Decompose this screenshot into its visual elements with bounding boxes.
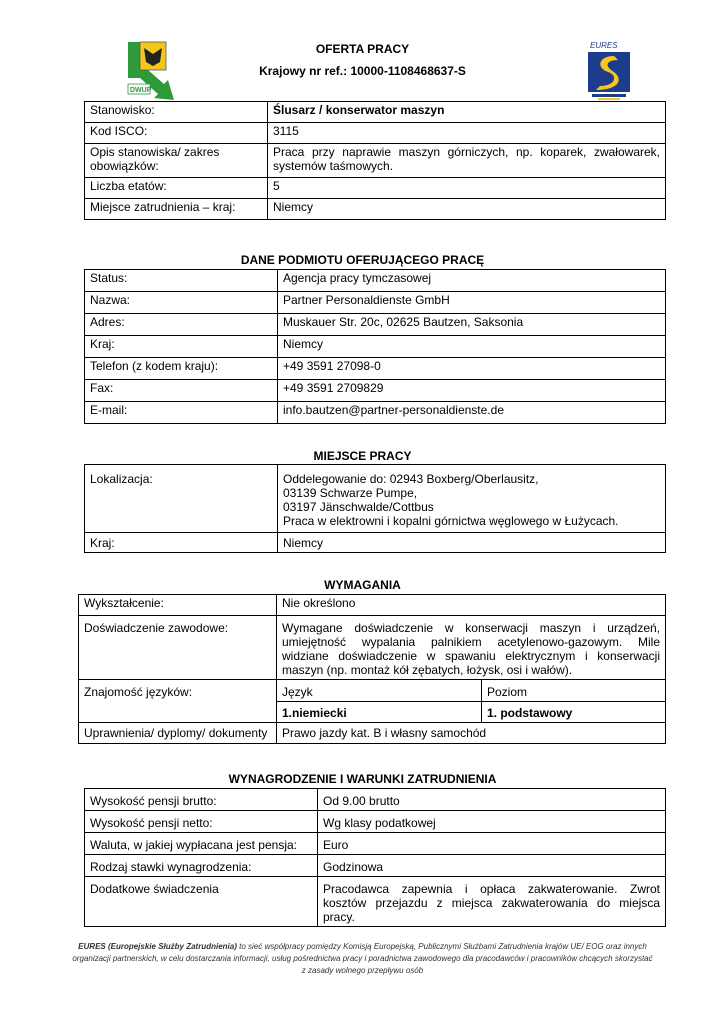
table-row xyxy=(85,123,666,144)
location-line: 03197 Jänschwalde/Cottbus xyxy=(283,500,434,514)
field-value: Wg klasy podatkowej xyxy=(318,811,666,833)
footer-text: to sieć współpracy pomiędzy Komisją Europejską, Publicznymi Służbami Zatrudnienia krajów UE/ EOG oraz innych organizacji partnerskich, w celu dostarczania informacji, usług pośrednictwa pracy i poradnictwa zawodowego dla pracodawców i pracowników chcących skorzystać z zasady wolnego przepływu osób xyxy=(72,942,653,975)
field-label: Status: xyxy=(85,270,278,292)
field-value: Pracodawca zapewnia i opłaca zakwaterowanie. Zwrot kosztów przejazdu z miejsca zakwaterowania do miejsca pracy. xyxy=(318,877,666,927)
table-row xyxy=(85,811,666,833)
reference-number: Krajowy nr ref.: 10000-1108468637-S xyxy=(259,64,466,78)
field-value: Niemcy xyxy=(278,533,666,553)
table-row xyxy=(85,402,666,424)
eures-footer-note xyxy=(70,941,655,977)
field-label: Telefon (z kodem kraju): xyxy=(85,358,278,380)
field-label: Uprawnienia/ dyplomy/ dokumenty xyxy=(79,723,277,744)
field-value: Prawo jazdy kat. B i własny samochód xyxy=(277,723,666,744)
table-row xyxy=(85,292,666,314)
table-row xyxy=(85,358,666,380)
field-label: Stanowisko: xyxy=(85,102,268,123)
location-line: Praca w elektrowni i kopalni górnictwa węglowego w Łużycach. xyxy=(283,514,619,528)
footer-bold: EURES (Europejskie Służby Zatrudnienia) xyxy=(78,942,237,951)
location-line: Oddelegowanie do: 02943 Boxberg/Oberlausitz, xyxy=(283,472,539,486)
salary-section-title: WYNAGRODZENIE I WARUNKI ZATRUDNIENIA xyxy=(228,772,497,786)
location-value xyxy=(278,465,666,533)
table-row xyxy=(85,533,666,553)
field-label: Lokalizacja: xyxy=(85,465,278,533)
language-value: 1.niemiecki xyxy=(277,702,482,723)
field-label: E-mail: xyxy=(85,402,278,424)
location-line: 03139 Schwarze Pumpe, xyxy=(283,486,418,500)
table-row xyxy=(85,789,666,811)
field-label: Wykształcenie: xyxy=(79,595,277,616)
field-value: Niemcy xyxy=(268,199,666,220)
table-row xyxy=(85,336,666,358)
field-label: Miejsce zatrudnienia – kraj: xyxy=(85,199,268,220)
field-label: Wysokość pensji brutto: xyxy=(85,789,318,811)
field-value: Muskauer Str. 20c, 02625 Bautzen, Saksonia xyxy=(278,314,666,336)
field-label: Dodatkowe świadczenia xyxy=(85,877,318,927)
field-value: 3115 xyxy=(268,123,666,144)
field-label: Kod ISCO: xyxy=(85,123,268,144)
field-value: Od 9.00 brutto xyxy=(318,789,666,811)
field-value: Niemcy xyxy=(278,336,666,358)
table-row xyxy=(85,380,666,402)
table-row xyxy=(85,877,666,927)
field-label: Fax: xyxy=(85,380,278,402)
field-label: Liczba etatów: xyxy=(85,178,268,199)
email-value: info.bautzen@partner-personaldienste.de xyxy=(278,402,666,424)
job-title-value: Ślusarz / konserwator maszyn xyxy=(268,102,666,123)
table-row xyxy=(85,314,666,336)
field-value: Praca przy naprawie maszyn górniczych, np. koparek, zwałowarek, systemów taśmowych. xyxy=(268,144,666,178)
offer-title: OFERTA PRACY xyxy=(315,42,410,56)
employer-section-title: DANE PODMIOTU OFERUJĄCEGO PRACĘ xyxy=(240,253,485,267)
table-row xyxy=(79,723,666,744)
level-value: 1. podstawowy xyxy=(482,702,666,723)
field-value: 5 xyxy=(268,178,666,199)
field-value: Godzinowa xyxy=(318,855,666,877)
field-label: Opis stanowiska/ zakres obowiązków: xyxy=(85,144,268,178)
field-value: +49 3591 2709829 xyxy=(278,380,666,402)
table-row xyxy=(79,680,666,702)
table-row xyxy=(85,270,666,292)
field-label: Rodzaj stawki wynagrodzenia: xyxy=(85,855,318,877)
language-header: Język xyxy=(277,680,482,702)
table-row xyxy=(85,102,666,123)
table-row xyxy=(85,144,666,178)
field-label: Kraj: xyxy=(85,533,278,553)
field-label: Kraj: xyxy=(85,336,278,358)
requirements-section-title: WYMAGANIA xyxy=(324,578,401,592)
field-value: +49 3591 27098-0 xyxy=(278,358,666,380)
table-row xyxy=(85,855,666,877)
field-label: Wysokość pensji netto: xyxy=(85,811,318,833)
field-label: Adres: xyxy=(85,314,278,336)
requirements-table xyxy=(78,594,666,744)
job-table xyxy=(84,101,666,220)
eures-logo xyxy=(584,40,634,102)
table-row xyxy=(79,616,666,680)
salary-table xyxy=(84,788,666,927)
field-label: Doświadczenie zawodowe: xyxy=(79,616,277,680)
workplace-table xyxy=(84,464,666,553)
table-row xyxy=(85,199,666,220)
svg-text:EURES: EURES xyxy=(590,41,618,50)
svg-text:DWUP: DWUP xyxy=(130,87,152,94)
table-row xyxy=(85,465,666,533)
field-value: Agencja pracy tymczasowej xyxy=(278,270,666,292)
field-value: Nie określono xyxy=(277,595,666,616)
level-header: Poziom xyxy=(482,680,666,702)
table-row xyxy=(79,595,666,616)
field-value: Euro xyxy=(318,833,666,855)
field-label: Waluta, w jakiej wypłacana jest pensja: xyxy=(85,833,318,855)
table-row xyxy=(85,178,666,199)
field-label: Znajomość języków: xyxy=(79,680,277,723)
field-label: Nazwa: xyxy=(85,292,278,314)
workplace-section-title: MIEJSCE PRACY xyxy=(313,449,412,463)
field-value: Partner Personaldienste GmbH xyxy=(278,292,666,314)
table-row xyxy=(85,833,666,855)
experience-value: Wymagane doświadczenie w konserwacji maszyn i urządzeń, umiejętność wypalania palnikiem acetylenowo-gazowym. Mile widziane doświadczenie w spawaniu elektrycznym i konserwacji maszyn (np. montaż kół zębatych, łożysk, osi i wałów). xyxy=(277,616,666,680)
employer-table xyxy=(84,269,666,424)
